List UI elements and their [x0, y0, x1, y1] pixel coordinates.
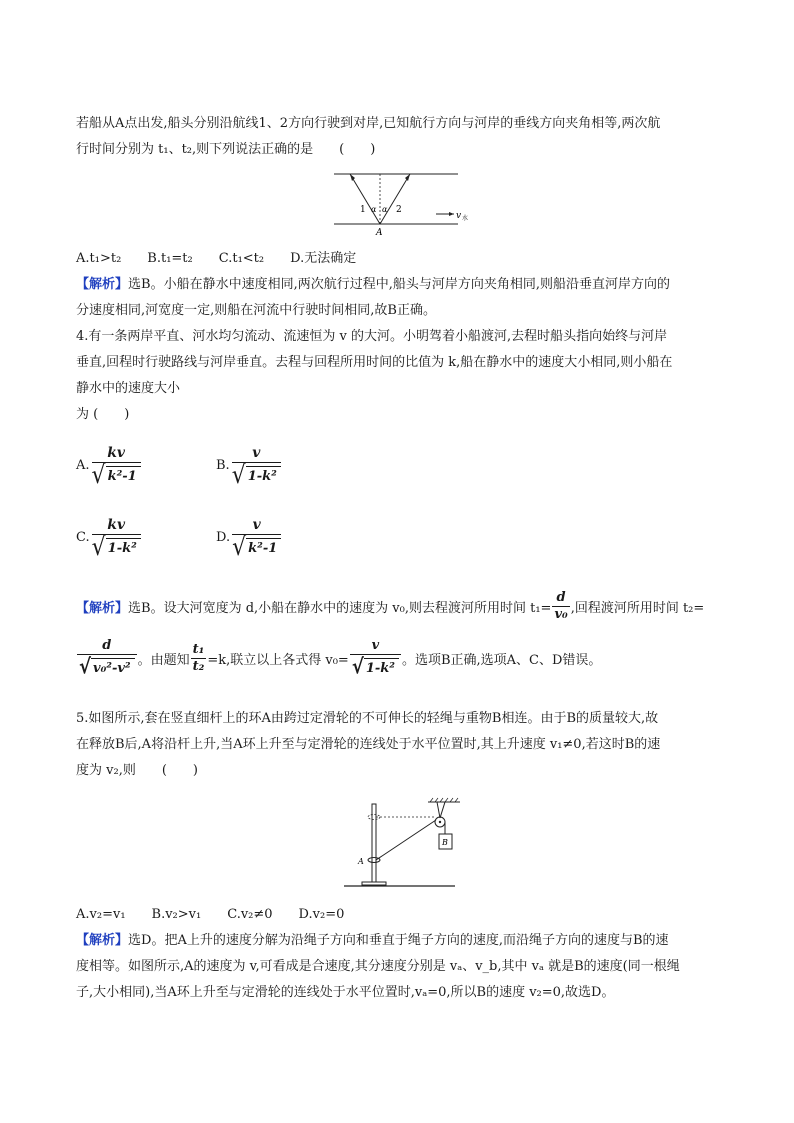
q5-stem-line: 度为 v₂,则 ( )	[76, 763, 198, 778]
pulley-axle	[439, 821, 441, 823]
q5-analysis-text: 选D。把A上升的速度分解为沿绳子方向和垂直于绳子方向的速度,而沿绳子方向的速度与B的速	[128, 933, 669, 948]
q3-answer	[76, 246, 720, 324]
label-alpha-right: α	[382, 205, 388, 214]
fraction-numerator: t₁	[192, 641, 205, 657]
fraction-numerator: v	[371, 637, 380, 653]
label-2: 2	[396, 205, 402, 215]
q5-pulley-figure	[340, 790, 465, 890]
label-B: B	[442, 838, 448, 847]
q4-option-b	[216, 440, 281, 490]
radical-sign: √	[91, 460, 106, 490]
fraction-denominator	[91, 532, 141, 562]
pulley-support-left	[437, 802, 440, 818]
analysis-tag: 【解析】	[76, 600, 129, 616]
analysis-fraction-d-v0	[552, 590, 569, 623]
analysis-fraction-result	[350, 638, 401, 679]
option-label: D.	[216, 529, 231, 545]
analysis-tag: 【解析】	[76, 933, 129, 948]
route-2-arrow	[405, 174, 410, 181]
vertical-rod	[372, 804, 376, 882]
q4-option-c	[76, 512, 141, 562]
q5-analysis-line: 子,大小相同),当A环上升至与定滑轮的连线处于水平位置时,vₐ=0,所以B的速度 v₂=0,故选D。	[76, 985, 615, 1000]
analysis-tag: 【解析】	[76, 277, 129, 292]
fraction-denominator	[77, 654, 137, 679]
fraction-numerator: kv	[107, 516, 126, 533]
q4-options-row-2	[76, 512, 716, 562]
radicand: 1-k²	[364, 658, 399, 679]
q5-stem-line: 在释放B后,A将沿杆上升,当A环上升至与定滑轮的连线处于水平位置时,其上升速度 v₁≠0,若这时B的速	[76, 737, 661, 752]
radicand: k²-1	[106, 466, 141, 487]
q4-stem	[76, 324, 720, 428]
analysis-text: 。选项B正确,选项A、C、D错误。	[401, 652, 602, 668]
option-label: C.	[76, 529, 90, 545]
q5-answer	[76, 902, 720, 1006]
q5-options: A.v₂=v₁ B.v₂>v₁ C.v₂≠0 D.v₂=0	[76, 907, 345, 922]
q3-analysis-line: 分速度相同,河宽度一定,则船在河流中行驶时间相同,故B正确。	[76, 303, 436, 318]
flow-arrow-head	[449, 212, 454, 216]
rod-base	[362, 882, 386, 885]
q5-analysis-line: 度相等。如图所示,A的速度为 v,可看成是合速度,其分速度分别是 vₐ、v_b,其中 vₐ 就是B的速度(同一根绳	[76, 959, 680, 974]
pulley-support-right	[440, 802, 445, 818]
q4-stem-line: 4.有一条两岸平直、河水均匀流动、流速恒为 v 的大河。小明驾着小船渡河,去程时船头指向始终与河岸	[76, 329, 668, 344]
fraction-denominator: v₀	[554, 606, 568, 622]
q4-option-d	[216, 512, 281, 562]
q3-stem	[76, 111, 720, 163]
option-fraction	[232, 516, 281, 562]
label-1: 1	[360, 205, 366, 215]
radical-sign: √	[232, 532, 247, 562]
q3-analysis-text: 选B。小船在静水中速度相同,两次航行过程中,船头与河岸方向夹角相同,则船沿垂直河岸方向的	[128, 277, 670, 292]
analysis-fraction-t2	[77, 638, 137, 679]
label-A: A	[358, 857, 364, 866]
label-v-sub: 水	[462, 215, 469, 222]
q3-stem-line: 若船从A点出发,船头分别沿航线1、2方向行驶到对岸,已知航行方向与河岸的垂线方向夹角相等,两次航	[76, 116, 661, 131]
option-fraction	[91, 444, 141, 490]
fraction-numerator: v	[252, 444, 261, 461]
analysis-text: 选B。设大河宽度为 d,小船在静水中的速度为 v₀,则去程渡河所用时间 t₁=	[128, 600, 552, 616]
radicand: 1-k²	[106, 538, 141, 559]
q4-stem-line: 垂直,回程时行驶路线与河岸垂直。去程与回程所用时间的比值为 k,船在静水中的速度大小相同,则小船在	[76, 355, 673, 370]
option-label: B.	[216, 457, 230, 473]
fraction-denominator	[232, 532, 281, 562]
fraction-numerator: d	[102, 637, 112, 653]
fraction-denominator	[91, 460, 141, 490]
radicand: v₀²-v²	[91, 658, 135, 679]
radicand: 1-k²	[246, 466, 281, 487]
radical-sign: √	[351, 654, 364, 679]
route-1-line	[350, 174, 380, 224]
q5-stem	[76, 706, 720, 784]
q4-stem-line: 为 ( )	[76, 407, 130, 422]
rope-a-to-pulley	[376, 820, 436, 860]
q3-options: A.t₁>t₂ B.t₁=t₂ C.t₁<t₂ D.无法确定	[76, 251, 357, 266]
option-fraction	[91, 516, 141, 562]
fraction-numerator: v	[252, 516, 261, 533]
radical-sign: √	[231, 460, 246, 490]
option-fraction	[231, 444, 281, 490]
q3-stem-line: 行时间分别为 t₁、t₂,则下列说法正确的是 ( )	[76, 142, 376, 157]
radical-sign: √	[79, 654, 92, 679]
fraction-denominator: t₂	[192, 658, 205, 674]
q4-stem-line: 静水中的速度大小	[76, 381, 181, 396]
ceiling-hatch	[430, 798, 458, 802]
analysis-text: ,回程渡河所用时间 t₂=	[570, 600, 705, 616]
radicand: k²-1	[246, 538, 281, 559]
analysis-fraction-t1-t2	[191, 642, 207, 675]
fraction-numerator: d	[556, 589, 566, 605]
radical-sign: √	[91, 532, 106, 562]
fraction-denominator	[350, 654, 401, 679]
label-alpha-left: α	[371, 205, 377, 214]
q4-analysis-line-2	[76, 636, 601, 680]
fraction-numerator: kv	[107, 444, 126, 461]
q4-options-row-1	[76, 440, 716, 490]
q4-analysis-line-1	[76, 586, 704, 626]
q3-river-figure	[330, 168, 490, 238]
label-v: v	[456, 211, 462, 221]
analysis-text: =k,联立以上各式得 v₀=	[207, 652, 349, 668]
q4-option-a	[76, 440, 141, 490]
fraction-denominator	[231, 460, 281, 490]
option-label: A.	[76, 457, 90, 473]
q5-analysis-line	[76, 928, 720, 954]
route-2-line	[380, 174, 410, 224]
route-1-arrow	[350, 174, 355, 181]
q5-stem-line: 5.如图所示,套在竖直细杆上的环A由跨过定滑轮的不可伸长的轻绳与重物B相连。由于B的质量较大,故	[76, 711, 659, 726]
label-A: A	[376, 228, 383, 238]
q3-analysis-line	[76, 272, 720, 298]
analysis-text: 。由题知	[137, 652, 190, 668]
